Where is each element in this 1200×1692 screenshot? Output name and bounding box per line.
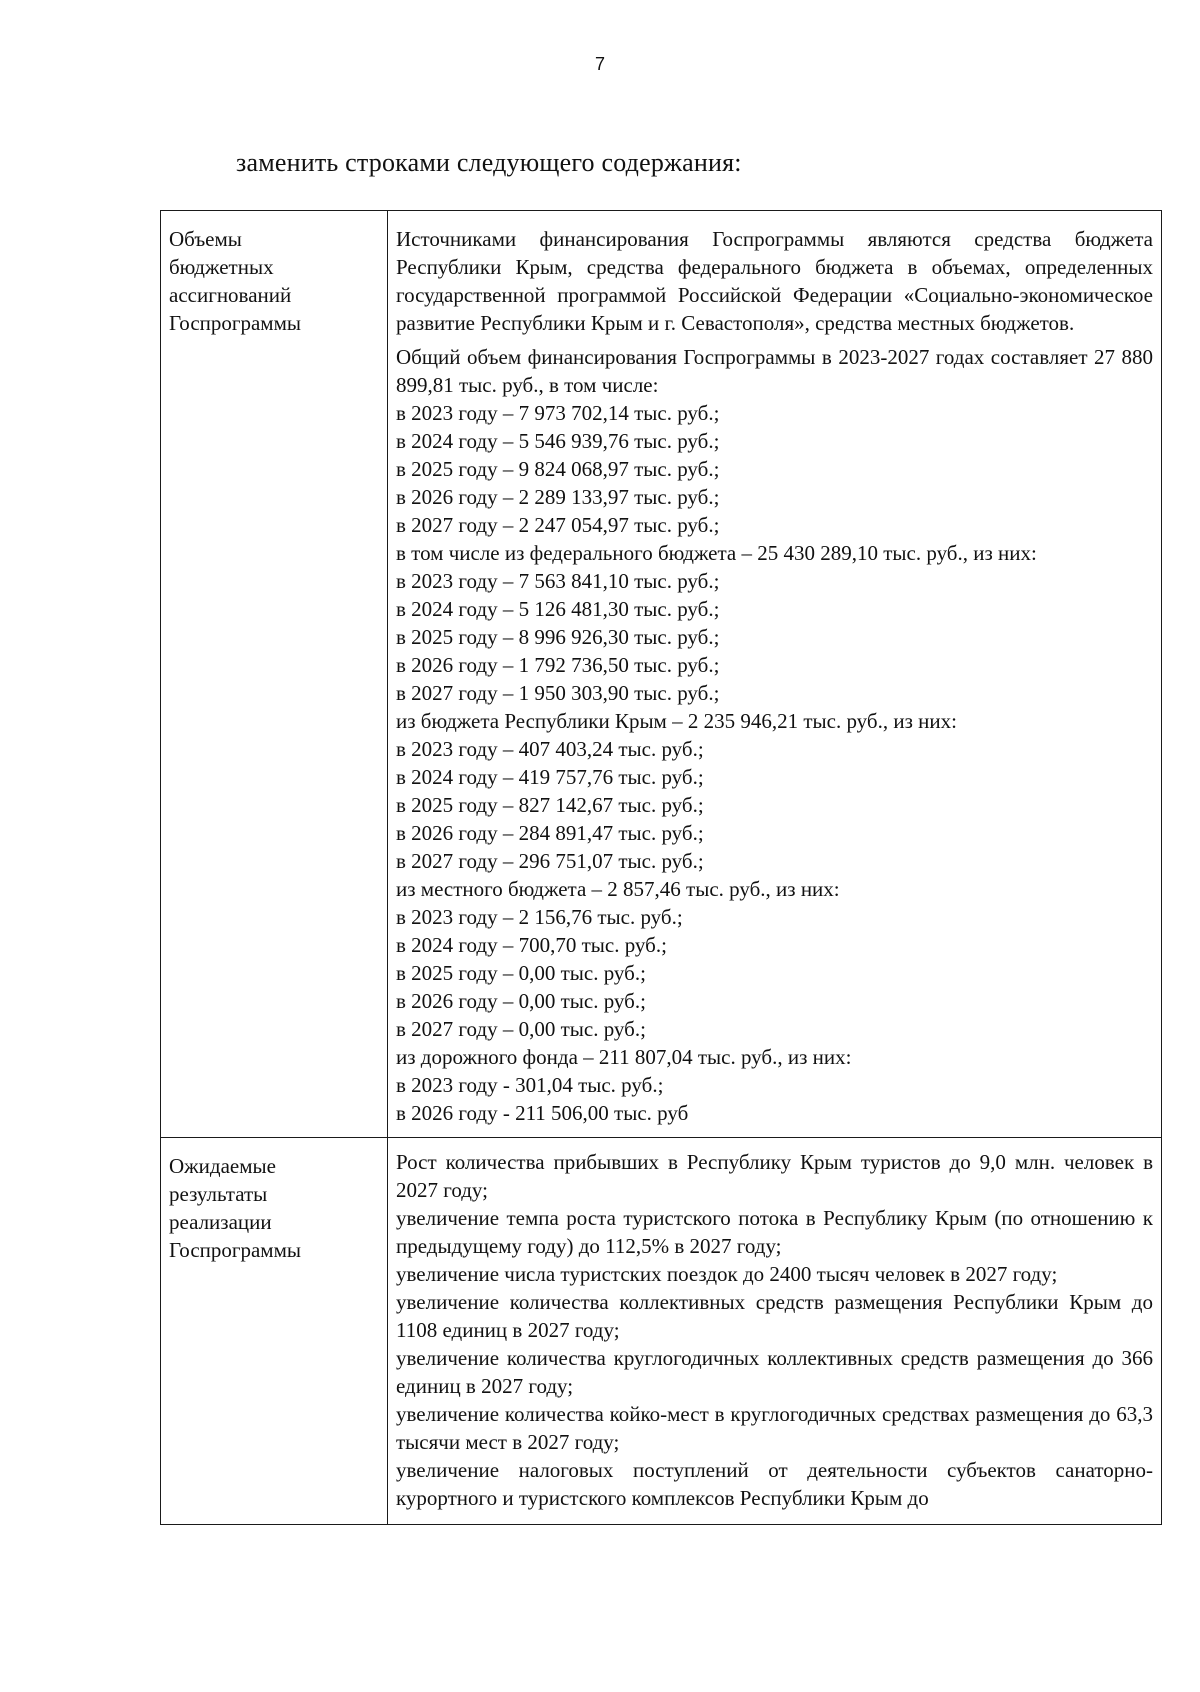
label-line: бюджетных xyxy=(169,255,274,279)
funding-line: в 2026 году – 1 792 736,50 тыс. руб.; xyxy=(396,653,720,677)
funding-line: в 2023 году – 407 403,24 тыс. руб.; xyxy=(396,737,704,761)
result-item: Рост количества прибывших в Республику Крым туристов до 9,0 млн. человек в 2027 году; xyxy=(396,1150,1153,1202)
funding-line: в 2023 году – 2 156,76 тыс. руб.; xyxy=(396,905,683,929)
content-cell-budget xyxy=(388,211,1162,1138)
result-item: увеличение числа туристских поездок до 2400 тысяч человек в 2027 году; xyxy=(396,1262,1058,1286)
funding-line: в 2026 году – 2 289 133,97 тыс. руб.; xyxy=(396,485,720,509)
result-item: увеличение количества круглогодичных коллективных средств размещения до 366 единиц в 2027 году; xyxy=(396,1346,1153,1398)
funding-line: из местного бюджета – 2 857,46 тыс. руб., из них: xyxy=(396,877,840,901)
funding-sources-paragraph: Источниками финансирования Госпрограммы являются средства бюджета Республики Крым, средства федерального бюджета в объемах, определенных государственной программой Российской Федерации «Социально-экономическое развитие Республики Крым и г. Севастополя», средства местных бюджетов. xyxy=(396,227,1153,335)
funding-line: в 2025 году – 8 996 926,30 тыс. руб.; xyxy=(396,625,720,649)
funding-line: в 2027 году – 1 950 303,90 тыс. руб.; xyxy=(396,681,720,705)
label-cell-results xyxy=(161,1138,388,1525)
intro-text: заменить строками следующего содержания: xyxy=(236,148,742,177)
funding-line: в 2027 году – 2 247 054,97 тыс. руб.; xyxy=(396,513,720,537)
content-cell-results xyxy=(388,1138,1162,1525)
result-item: увеличение количества коллективных средств размещения Республики Крым до 1108 единиц в 2027 году; xyxy=(396,1290,1153,1342)
label-line: Объемы xyxy=(169,227,242,251)
table-row-results xyxy=(161,1138,1162,1525)
funding-line: в 2023 году - 301,04 тыс. руб.; xyxy=(396,1073,664,1097)
label-line: результаты xyxy=(169,1182,268,1206)
funding-line: в том числе из федерального бюджета – 25 430 289,10 тыс. руб., из них: xyxy=(396,541,1037,565)
funding-line: в 2023 году – 7 563 841,10 тыс. руб.; xyxy=(396,569,720,593)
label-line: реализации xyxy=(169,1210,272,1234)
result-item: увеличение налоговых поступлений от деятельности субъектов санаторно-курортного и туристского комплексов Республики Крым до xyxy=(396,1458,1153,1510)
funding-line: в 2025 году – 827 142,67 тыс. руб.; xyxy=(396,793,704,817)
table-row-budget xyxy=(161,211,1162,1138)
result-item: увеличение темпа роста туристского потока в Республику Крым (по отношению к предыдущему году) до 112,5% в 2027 году; xyxy=(396,1206,1153,1258)
funding-line: в 2027 году – 296 751,07 тыс. руб.; xyxy=(396,849,704,873)
label-line: Ожидаемые xyxy=(169,1154,276,1178)
funding-line: в 2024 году – 419 757,76 тыс. руб.; xyxy=(396,765,704,789)
label-line: ассигнований xyxy=(169,283,292,307)
funding-line: в 2025 году – 0,00 тыс. руб.; xyxy=(396,961,646,985)
funding-line: в 2025 году – 9 824 068,97 тыс. руб.; xyxy=(396,457,720,481)
funding-line: в 2024 году – 5 546 939,76 тыс. руб.; xyxy=(396,429,720,453)
result-item: увеличение количества койко-мест в круглогодичных средствах размещения до 63,3 тысячи мест в 2027 году; xyxy=(396,1402,1153,1454)
total-funding-paragraph: Общий объем финансирования Госпрограммы в 2023-2027 годах составляет 27 880 899,81 тыс. руб., в том числе: xyxy=(396,345,1153,397)
funding-line: из бюджета Республики Крым – 2 235 946,21 тыс. руб., из них: xyxy=(396,709,957,733)
funding-line: в 2027 году – 0,00 тыс. руб.; xyxy=(396,1017,646,1041)
funding-line: в 2024 году – 5 126 481,30 тыс. руб.; xyxy=(396,597,720,621)
page-number: 7 xyxy=(594,54,605,74)
funding-line: в 2023 году – 7 973 702,14 тыс. руб.; xyxy=(396,401,720,425)
label-line: Госпрограммы xyxy=(169,1238,301,1262)
funding-line: в 2024 году – 700,70 тыс. руб.; xyxy=(396,933,667,957)
program-table xyxy=(160,210,1162,1525)
funding-line: из дорожного фонда – 211 807,04 тыс. руб., из них: xyxy=(396,1045,852,1069)
funding-line: в 2026 году - 211 506,00 тыс. руб xyxy=(396,1101,689,1125)
funding-line: в 2026 году – 284 891,47 тыс. руб.; xyxy=(396,821,704,845)
label-line: Госпрограммы xyxy=(169,311,301,335)
funding-line: в 2026 году – 0,00 тыс. руб.; xyxy=(396,989,646,1013)
label-cell-budget xyxy=(161,211,388,1138)
